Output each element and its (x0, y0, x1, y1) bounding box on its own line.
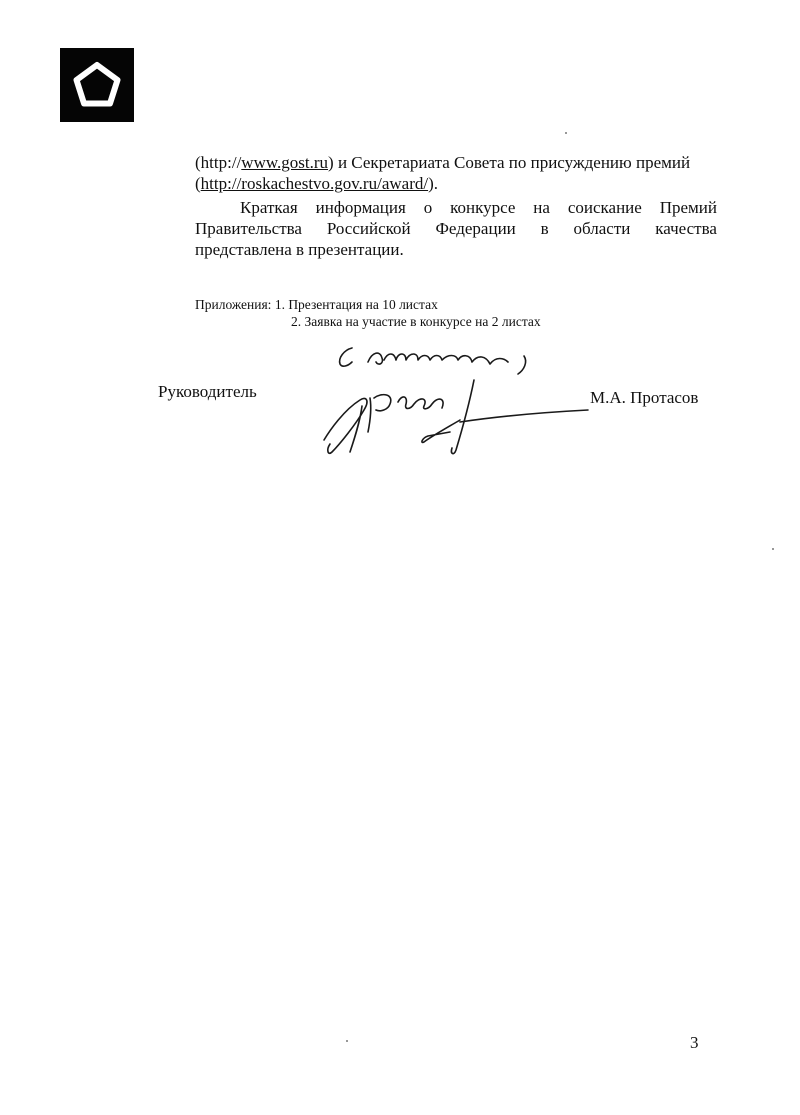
signatory-name: М.А. Протасов (590, 388, 699, 407)
paragraph-links-line2 (195, 173, 717, 194)
attachments-row-2 (195, 313, 541, 330)
handwritten-signature (310, 340, 600, 470)
brief-info-line3: представлена в презентации. (195, 240, 404, 259)
word: конкурсе (450, 198, 516, 217)
word: качества (655, 219, 717, 238)
attachment-item: 2. Заявка на участие в конкурсе на 2 листах (291, 314, 541, 329)
open-paren: ( (195, 153, 201, 172)
gost-link[interactable]: www.gost.ru (241, 153, 329, 172)
open-paren-2: ( (195, 174, 201, 193)
word: о (423, 198, 433, 217)
word: Федерации (435, 219, 516, 238)
secretariat-text: ) и Секретариата Совета по присуждению премий (328, 153, 691, 172)
word: в (540, 219, 549, 238)
pentagon-logo-icon (60, 48, 134, 122)
paragraph-links-line1 (195, 152, 717, 173)
attachment-item: 1. Презентация на 10 листах (274, 297, 438, 312)
page-number: 3 (690, 1033, 699, 1052)
word: Российской (326, 219, 411, 238)
word: Премий (659, 198, 717, 217)
word: на (533, 198, 550, 217)
word: Краткая (240, 198, 298, 217)
word: соискание (567, 198, 642, 217)
brief-info-line1 (195, 197, 717, 218)
link-prefix: http:// (200, 153, 242, 172)
roskachestvo-link[interactable]: http://roskachestvo.gov.ru/award/ (200, 174, 429, 193)
word: области (573, 219, 631, 238)
close-paren: ). (428, 174, 438, 193)
scan-speck (346, 1040, 348, 1042)
paragraph-links (195, 152, 717, 194)
scan-speck (772, 548, 774, 550)
word: Правительства (195, 219, 302, 238)
signatory-role: Руководитель (158, 382, 257, 401)
scan-speck (565, 132, 567, 134)
attachments-row-1 (195, 296, 541, 313)
paragraph-brief-info (195, 197, 717, 260)
word: информация (315, 198, 406, 217)
pentagon-logo-svg (60, 48, 134, 122)
attachments-block (195, 296, 541, 330)
brief-info-line2 (195, 218, 717, 239)
attachments-label: Приложения: (195, 297, 272, 312)
